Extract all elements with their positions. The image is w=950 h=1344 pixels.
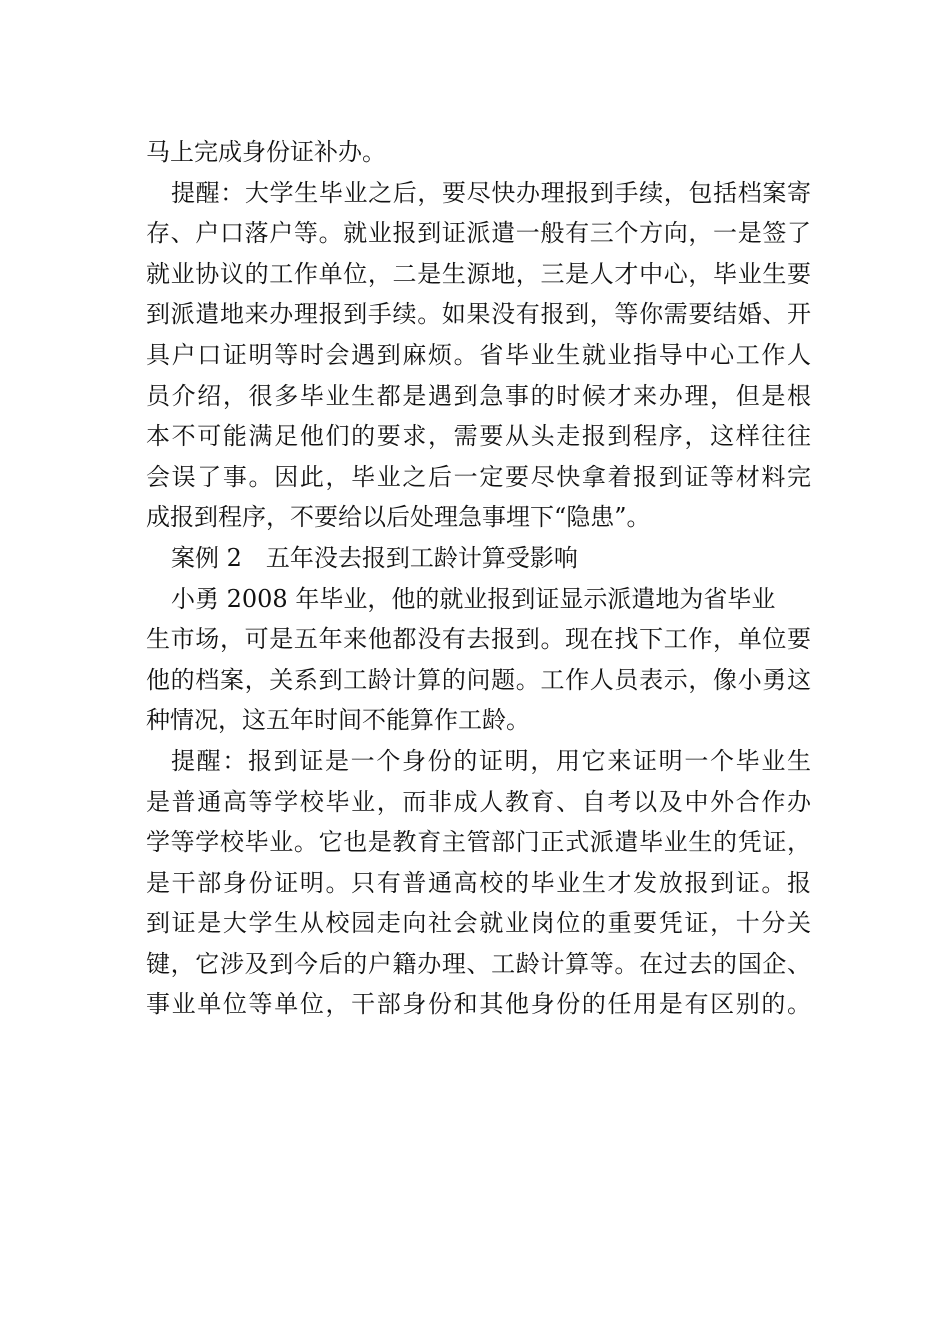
text-line: 生市场，可是五年来他都没有去报到。现在找下工作，单位要 [146, 625, 811, 654]
text-line: 就业协议的工作单位，二是生源地，三是人才中心，毕业生要 [146, 259, 811, 288]
text-line: 到证是大学生从校园走向社会就业岗位的重要凭证，十分关 [146, 909, 811, 938]
text-line: 种情况，这五年时间不能算作工龄。 [146, 706, 530, 735]
text-line: 马上完成身份证补办。 [146, 138, 386, 166]
text-line: 他的档案，关系到工龄计算的问题。工作人员表示，像小勇这 [146, 665, 811, 694]
paragraph-first-line: 小勇 2008 年毕业，他的就业报到证显示派遣地为省毕业 [171, 584, 776, 613]
text-line: 具户口证明等时会遇到麻烦。省毕业生就业指导中心工作人 [146, 340, 811, 369]
text-line: 员介绍，很多毕业生都是遇到急事的时候才来办理，但是根 [146, 381, 811, 410]
paragraph-first-line: 提醒：报到证是一个身份的证明，用它来证明一个毕业生 [171, 746, 811, 775]
text-line: 学等学校毕业。它也是教育主管部门正式派遣毕业生的凭证， [146, 828, 811, 857]
paragraph-first-line: 提醒：大学生毕业之后，要尽快办理报到手续，包括档案寄 [171, 178, 811, 207]
text-line: 是干部身份证明。只有普通高校的毕业生才发放报到证。报 [146, 868, 811, 897]
text-line: 本不可能满足他们的要求，需要从头走报到程序，这样往往 [146, 422, 811, 451]
text-line: 成报到程序，不要给以后处理急事埋下“隐患”。 [146, 503, 651, 532]
text-line: 到派遣地来办理报到手续。如果没有报到，等你需要结婚、开 [146, 300, 811, 329]
text-line: 是普通高等学校毕业，而非成人教育、自考以及中外合作办 [146, 787, 811, 816]
text-line: 存、户口落户等。就业报到证派遣一般有三个方向，一是签了 [146, 219, 811, 248]
case-heading: 案例 2 五年没去报到工龄计算受影响 [171, 543, 578, 572]
text-line: 键，它涉及到今后的户籍办理、工龄计算等。在过去的国企、 [146, 949, 811, 978]
text-line: 事业单位等单位，干部身份和其他身份的任用是有区别的。 [146, 990, 811, 1019]
text-line: 会误了事。因此，毕业之后一定要尽快拿着报到证等材料完 [146, 462, 811, 491]
article-body [146, 132, 811, 1025]
